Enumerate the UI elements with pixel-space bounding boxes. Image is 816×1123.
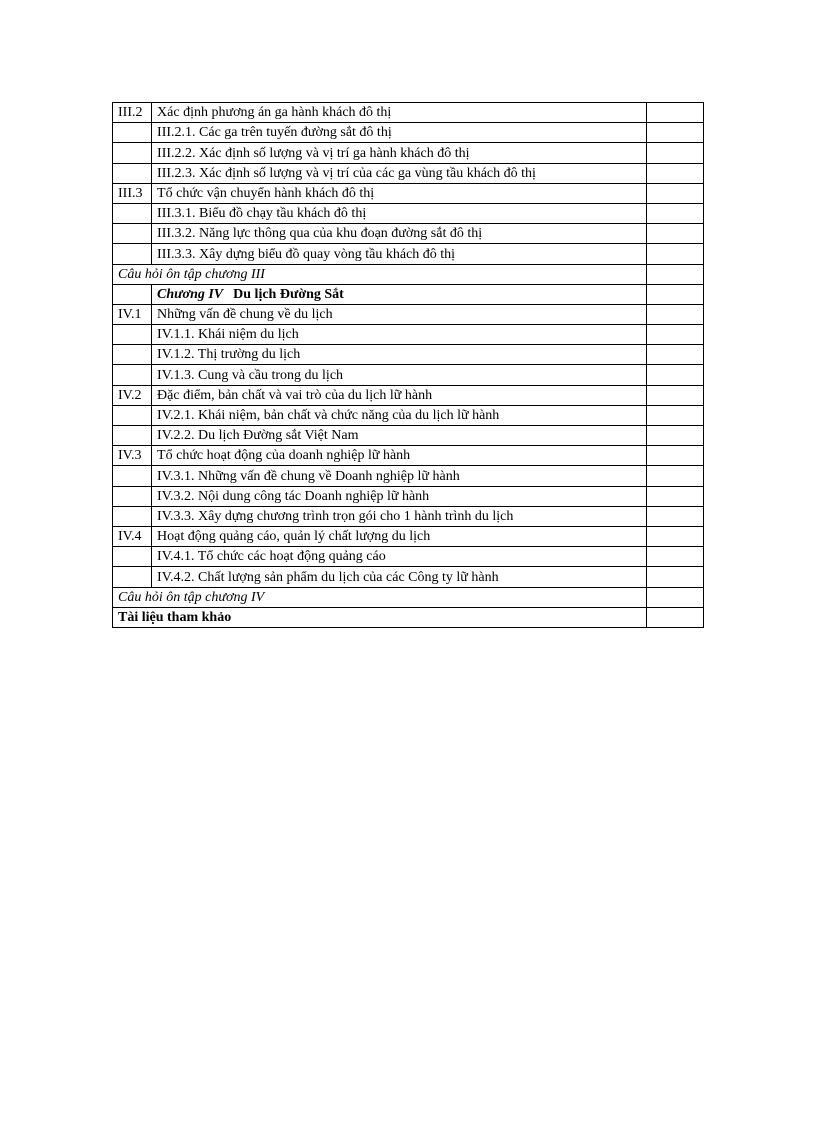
table-row	[113, 426, 704, 446]
section-code	[113, 466, 152, 486]
table-row	[113, 224, 704, 244]
section-code	[113, 506, 152, 526]
section-code	[113, 426, 152, 446]
subsection-title: III.2.2. Xác định số lượng và vị trí ga hành khách đô thị	[152, 143, 647, 163]
table-row	[113, 345, 704, 365]
table-row	[113, 123, 704, 143]
table-row	[113, 365, 704, 385]
section-code	[113, 203, 152, 223]
subsection-title: IV.2.1. Khái niệm, bản chất và chức năng của du lịch lữ hành	[152, 405, 647, 425]
subsection-title: IV.3.1. Những vấn đề chung về Doanh nghiệp lữ hành	[152, 466, 647, 486]
page-number	[647, 304, 704, 324]
section-code	[113, 325, 152, 345]
table-row	[113, 203, 704, 223]
subsection-title: III.3.2. Năng lực thông qua của khu đoạn đường sắt đô thị	[152, 224, 647, 244]
page-number	[647, 284, 704, 304]
page-number	[647, 325, 704, 345]
page-number	[647, 547, 704, 567]
section-code	[113, 224, 152, 244]
section-title: Xác định phương án ga hành khách đô thị	[152, 103, 647, 123]
page-number	[647, 163, 704, 183]
subsection-title: III.3.1. Biểu đồ chạy tầu khách đô thị	[152, 203, 647, 223]
section-code	[113, 244, 152, 264]
section-code	[113, 365, 152, 385]
section-code	[113, 143, 152, 163]
page-number	[647, 123, 704, 143]
page-number	[647, 183, 704, 203]
section-code	[113, 567, 152, 587]
section-code: III.2	[113, 103, 152, 123]
subsection-title: IV.3.2. Nội dung công tác Doanh nghiệp lữ hành	[152, 486, 647, 506]
table-of-contents	[112, 102, 704, 628]
page-number	[647, 244, 704, 264]
section-title: Đặc điểm, bản chất và vai trò của du lịch lữ hành	[152, 385, 647, 405]
section-code	[113, 486, 152, 506]
section-code	[113, 547, 152, 567]
section-code	[113, 284, 152, 304]
table-row	[113, 526, 704, 546]
page-number	[647, 426, 704, 446]
section-code: IV.4	[113, 526, 152, 546]
review-questions-title: Câu hỏi ôn tập chương III	[113, 264, 647, 284]
table-row	[113, 183, 704, 203]
table-row	[113, 506, 704, 526]
table-row	[113, 325, 704, 345]
page-number	[647, 506, 704, 526]
page-number	[647, 264, 704, 284]
table-row	[113, 244, 704, 264]
section-code	[113, 405, 152, 425]
table-row	[113, 547, 704, 567]
table-row	[113, 607, 704, 627]
chapter-title: Du lịch Đường Sắt	[233, 286, 344, 302]
subsection-title: IV.4.2. Chất lượng sản phẩm du lịch của các Công ty lữ hành	[152, 567, 647, 587]
page-number	[647, 224, 704, 244]
page-number	[647, 103, 704, 123]
page-number	[647, 446, 704, 466]
subsection-title: IV.4.1. Tổ chức các hoạt động quảng cáo	[152, 547, 647, 567]
table-row	[113, 143, 704, 163]
page-number	[647, 526, 704, 546]
table-row	[113, 486, 704, 506]
section-code: III.3	[113, 183, 152, 203]
subsection-title: IV.1.1. Khái niệm du lịch	[152, 325, 647, 345]
section-title: Tổ chức hoạt động của doanh nghiệp lữ hành	[152, 446, 647, 466]
section-title: Tổ chức vận chuyển hành khách đô thị	[152, 183, 647, 203]
section-code	[113, 123, 152, 143]
subsection-title: IV.1.2. Thị trường du lịch	[152, 345, 647, 365]
table-row	[113, 446, 704, 466]
section-code: IV.2	[113, 385, 152, 405]
page-number	[647, 345, 704, 365]
page-number	[647, 203, 704, 223]
table-row	[113, 304, 704, 324]
page-number	[647, 466, 704, 486]
page-number	[647, 587, 704, 607]
section-code: IV.3	[113, 446, 152, 466]
section-title: Những vấn đề chung về du lịch	[152, 304, 647, 324]
table-row	[113, 385, 704, 405]
references-title: Tài liệu tham khảo	[113, 607, 647, 627]
subsection-title: IV.2.2. Du lịch Đường sắt Việt Nam	[152, 426, 647, 446]
table-row	[113, 466, 704, 486]
table-row	[113, 103, 704, 123]
subsection-title: III.3.3. Xây dựng biểu đồ quay vòng tầu khách đô thị	[152, 244, 647, 264]
page-number	[647, 365, 704, 385]
page-number	[647, 143, 704, 163]
subsection-title: III.2.3. Xác định số lượng và vị trí của các ga vùng tầu khách đô thị	[152, 163, 647, 183]
page-number	[647, 405, 704, 425]
page-number	[647, 385, 704, 405]
section-code	[113, 345, 152, 365]
review-questions-title: Câu hỏi ôn tập chương IV	[113, 587, 647, 607]
table-row	[113, 264, 704, 284]
table-row	[113, 567, 704, 587]
page-number	[647, 607, 704, 627]
subsection-title: IV.3.3. Xây dựng chương trình trọn gói cho 1 hành trình du lịch	[152, 506, 647, 526]
section-code: IV.1	[113, 304, 152, 324]
page-number	[647, 486, 704, 506]
subsection-title: III.2.1. Các ga trên tuyến đường sắt đô thị	[152, 123, 647, 143]
section-code	[113, 163, 152, 183]
subsection-title: IV.1.3. Cung và cầu trong du lịch	[152, 365, 647, 385]
table-row	[113, 163, 704, 183]
chapter-label: Chương IV	[157, 286, 224, 302]
page-number	[647, 567, 704, 587]
section-title: Hoạt động quảng cáo, quản lý chất lượng du lịch	[152, 526, 647, 546]
chapter-heading	[152, 284, 647, 304]
table-row	[113, 587, 704, 607]
table-row	[113, 284, 704, 304]
table-row	[113, 405, 704, 425]
